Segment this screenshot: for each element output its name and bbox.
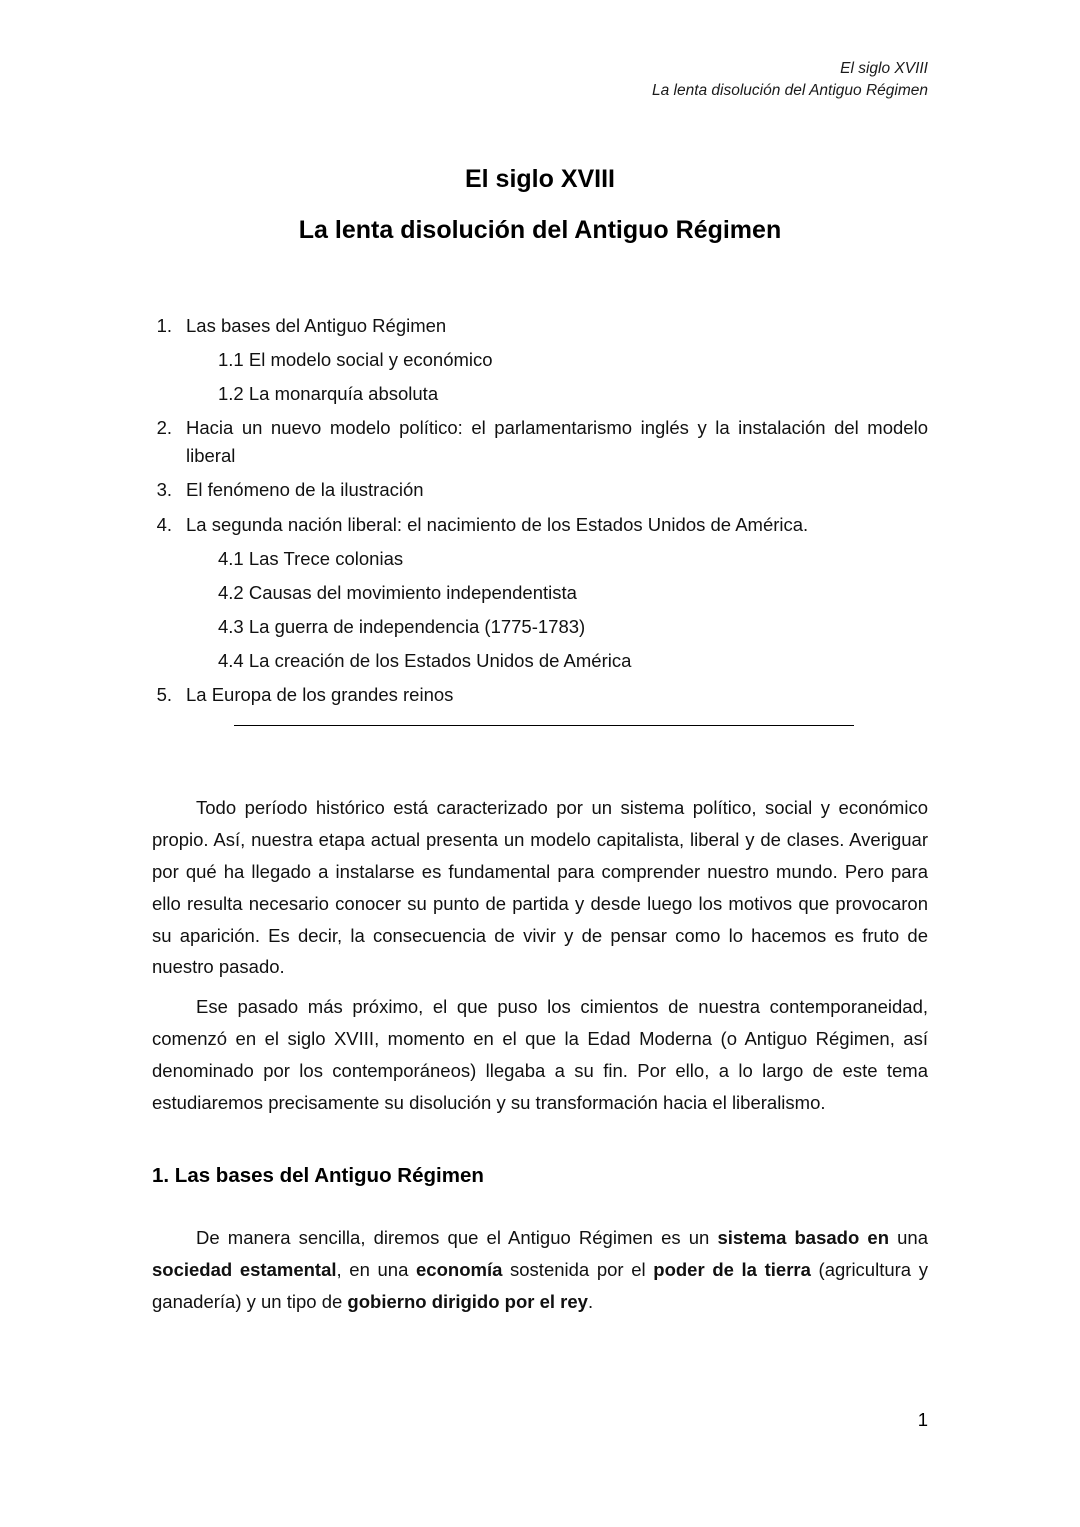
table-of-contents [152,312,928,726]
toc-subitem: 4.2 Causas del movimiento independentista [218,581,577,603]
text-run-bold: sistema basado en [717,1227,889,1249]
horizontal-divider [234,725,854,726]
toc-item-label: Las bases del Antiguo Régimen [186,314,447,336]
text-run: , en una [336,1259,417,1281]
text-run-bold: gobierno dirigido por el rey [347,1291,588,1312]
toc-item-number: 3. [156,479,172,501]
toc-item [152,681,928,709]
paragraph: Todo período histórico está caracterizado por un sistema político, social y económico propio. Así, nuestra etapa actual presenta un modelo capitalista, liberal y de clases. Averiguar por qué ha llegado a instalarse es fundamental para comprender nuestro mundo. Pero para ello resulta necesario conocer su punto de partida y desde luego los motivos que provocaron su aparición. Es decir, la consecuencia de vivir y de pensar como lo hacemos es fruto de nuestro pasado. [152,797,928,978]
toc-item-label: El fenómeno de la ilustración [186,479,424,501]
text-run: (agricultura y ganadería) y un tipo de [152,1259,928,1312]
toc-item-number: 1. [156,314,172,336]
toc-item [152,312,928,340]
page-title: El siglo XVIII [464,164,616,193]
page-number: 1 [917,1409,928,1430]
paragraph [152,1222,928,1317]
text-run: De manera sencilla, diremos que el Antiguo Régimen es un [196,1227,718,1249]
toc-item [152,476,928,504]
toc-item [152,414,928,470]
running-header [152,58,928,103]
page-subtitle: La lenta disolución del Antiguo Régimen [298,216,782,245]
running-header-line1: El siglo XVIII [840,60,928,77]
divider-container [152,725,928,726]
running-header-line2: La lenta disolución del Antiguo Régimen [651,82,928,100]
text-run-bold: economía [416,1259,503,1281]
section-1-body [152,1222,928,1317]
text-run-bold: poder de la tierra [653,1259,811,1281]
text-run: . [587,1291,594,1312]
introduction-text [152,792,928,1118]
text-run: una [889,1227,928,1249]
toc-subitem: 4.3 La guerra de independencia (1775-1783) [218,615,586,637]
toc-item-number: 4. [156,513,172,535]
toc-subitem: 1.1 El modelo social y económico [218,349,493,371]
toc-item-number: 5. [156,684,172,706]
toc-item-number: 2. [156,417,172,439]
toc-subitem: 1.2 La monarquía absoluta [218,383,439,405]
text-run-bold: sociedad estamental [152,1259,337,1281]
toc-item-label: Hacia un nuevo modelo político: el parlamentarismo inglés y la instalación del modelo liberal [186,417,928,467]
paragraph: Ese pasado más próximo, el que puso los cimientos de nuestra contemporaneidad, comenzó en el siglo XVIII, momento en el que la Edad Moderna (o Antiguo Régimen, así denominado por los contemporáneos) llegaba a su fin. Por ello, a lo largo de este tema estudiaremos precisamente su disolución y su transformación hacia el liberalismo. [152,996,928,1113]
toc-item [152,511,928,539]
text-run: sostenida por el [502,1259,654,1281]
toc-subitem: 4.1 Las Trece colonias [218,547,404,569]
toc-item-label: La Europa de los grandes reinos [186,684,454,706]
toc-subitem: 4.4 La creación de los Estados Unidos de América [218,650,632,672]
section-heading-1: 1. Las bases del Antiguo Régimen [152,1164,484,1188]
toc-item-label: La segunda nación liberal: el nacimiento de los Estados Unidos de América. [186,513,809,535]
